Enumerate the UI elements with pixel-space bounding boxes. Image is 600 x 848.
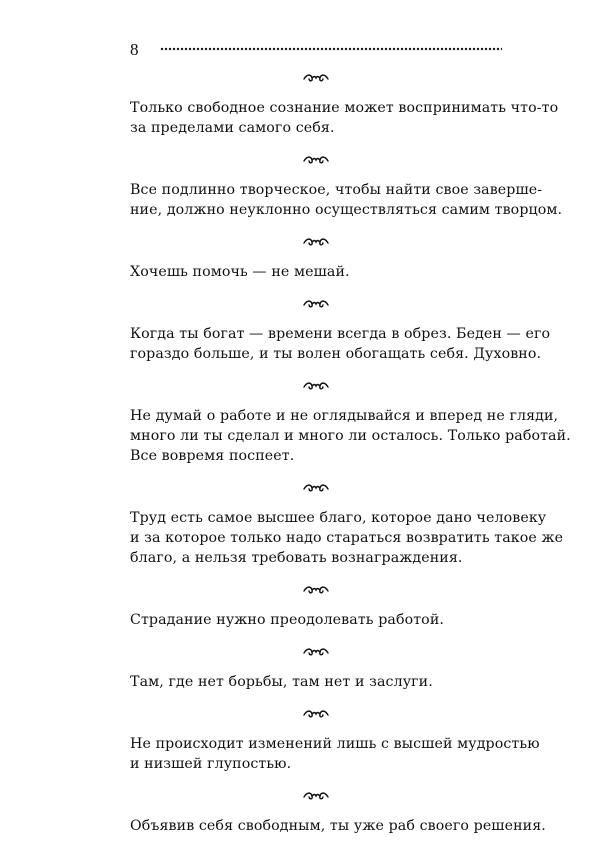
- flourish-ornament-icon: [130, 580, 502, 602]
- dotted-header-rule: [160, 46, 502, 52]
- page-header: [130, 40, 502, 64]
- aphorism-line: Все подлинно творческое, чтобы найти свое заверше-: [130, 182, 543, 198]
- aphorism: [130, 672, 502, 692]
- aphorism-list: [130, 68, 571, 848]
- aphorism-line: Хочешь помочь — не мешай.: [130, 264, 350, 280]
- flourish-ornament-icon: [130, 478, 502, 500]
- flourish-ornament-icon: [130, 376, 502, 398]
- flourish-ornament-icon: [130, 642, 502, 664]
- aphorism: [130, 610, 502, 630]
- aphorism-line: и низшей глупостью.: [130, 756, 292, 772]
- aphorism: [130, 508, 564, 568]
- flourish-ornament-icon: [130, 704, 502, 726]
- aphorism-line: Объявив себя свободным, ты уже раб своего решения.: [130, 818, 546, 834]
- aphorism: [130, 262, 502, 282]
- aphorism-line: за пределами самого себя.: [130, 120, 335, 136]
- aphorism: [130, 816, 546, 836]
- aphorism: [130, 98, 559, 138]
- aphorism-line: Когда ты богат — времени всегда в обрез. Беден — его: [130, 326, 551, 342]
- aphorism-line: Все вовремя поспеет.: [130, 448, 295, 464]
- aphorism-line: ние, должно неуклонно осуществляться самим творцом.: [130, 202, 563, 218]
- aphorism-line: Не думай о работе и не оглядывайся и вперед не гляди,: [130, 408, 559, 424]
- page-number: 8: [130, 40, 139, 59]
- aphorism-line: Не происходит изменений лишь с высшей мудростью: [130, 736, 540, 752]
- aphorism-line: Страдание нужно преодолевать работой.: [130, 612, 444, 628]
- aphorism-line: гораздо больше, и ты волен обогащать себя. Духовно.: [130, 346, 542, 362]
- aphorism-line: благо, а нельзя требовать вознаграждения.: [130, 550, 463, 566]
- aphorism: [130, 324, 551, 364]
- aphorism: [130, 734, 540, 774]
- aphorism-line: Только свободное сознание может воспринимать что-то: [130, 100, 559, 116]
- aphorism-line: Там, где нет борьбы, там нет и заслуги.: [130, 674, 433, 690]
- aphorism: [130, 406, 571, 466]
- flourish-ornament-icon: [130, 150, 502, 172]
- aphorism-line: и за которое только надо стараться возвратить такое же: [130, 530, 564, 546]
- aphorism-line: много ли ты сделал и много ли осталось. Только работай.: [130, 428, 571, 444]
- aphorism-line: Труд есть самое высшее благо, которое дано человеку: [130, 510, 547, 526]
- flourish-ornament-icon: [130, 232, 502, 254]
- aphorism: [130, 180, 563, 220]
- flourish-ornament-icon: [130, 786, 502, 808]
- flourish-ornament-icon: [130, 294, 502, 316]
- flourish-ornament-icon: [130, 68, 502, 90]
